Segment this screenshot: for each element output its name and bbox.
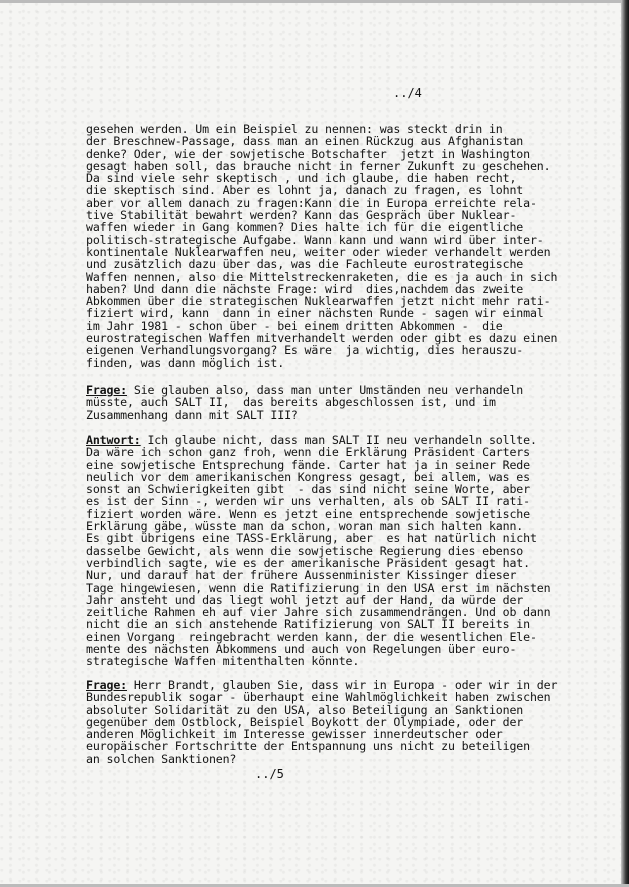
answer-1-label: Antwort: [86,433,141,447]
header-page-marker: ../4 [393,86,422,100]
footer-page-marker: ../5 [255,767,284,781]
paragraph-continuation: gesehen werden. Um ein Beispiel zu nennen: was steckt drin in der Breschnew-Passage, dass man an einen Rückzug aus Afghanistan denke? Oder, wie der sowjetische Botschafter jetzt in Washington gesagt haben soll, das brauche nicht in ferner Zukunft zu geschehen. Da sind viele sehr skeptisch , und ich glaube, die haben recht, die skeptisch sind. Aber es lohnt ja, danach zu fragen, es lohnt aber vor allem danach zu fragen:Kann die in Europa erreichte rela- tive Stabilität bewahrt werden? Kann das Gespräch über Nuklear- waffen wieder in Gang kommen? Dies halte ich für die eigentliche politisch-strategische Aufgabe. Wann kann und wann wird über inter- kontinentale Nuklearwaffen neu, weiter oder wieder verhandelt werden und zusätzlich dazu über das, was die Fachleute eurostrategische Waffen nennen, also die Mittelstreckenraketen, die es ja auch in sich haben? Und dann die nächste Frage: wird dies,nachdem das zweite Abkommen über die strategischen Nuklearwaffen jetzt nicht mehr rati- fiziert wird, kann dann in einer nächsten Runde - sagen wir einmal im Jahr 1981 - schon über - bei einem dritten Abkommen - die eurostrategischen Waffen mitverhandelt werden oder gibt es dazu einen eigenen Verhandlungsvorgang? Es wäre ja wichtig, dies herauszu- finden, was dann möglich ist. [86,122,558,370]
page-top-edge [0,0,629,3]
page-right-edge [621,0,629,887]
question-1-text: Sie glauben also, dass man unter Umständen neu verhandeln müsste, auch SALT II, das bereits abgeschlossen ist, und im Zusammenhang dann mit SALT III? [86,383,524,422]
answer-1 [86,434,550,668]
question-2 [86,679,557,765]
question-2-label: Frage: [86,678,127,692]
question-1 [86,384,523,421]
answer-1-text: Ich glaube nicht, dass man SALT II neu verhandeln sollte. Da wäre ich schon ganz froh, wenn die Erklärung Präsident Carters eine sowjetische Entsprechung fände. Carter hat ja in seiner Rede neulich vor dem amerikanischen Kongress gesagt, bei allem, was es sonst an Schwierigkeiten gibt - das sind nicht seine Worte, aber es ist der Sinn -, werden wir uns verhalten, als ob SALT II rati- fiziert worden wäre. Wenn es jetzt eine entsprechende sowjetische Erklärung gäbe, wüsste man da schon, woran man sich halten kann. Es gibt übrigens eine TASS-Erklärung, aber es hat natürlich nicht dasselbe Gewicht, als wenn die sowjetische Regierung dies ebenso verbindlich sagte, wie es der amerikanische Präsident gesagt hat. Nur, und darauf hat der frühere Aussenminister Kissinger dieser Tage hingewiesen, wenn die Ratifizierung in den USA erst im nächsten Jahr ansteht und das liegt wohl jetzt auf der Hand, da würde der zeitliche Rahmen eh auf vier Jahre sich zusammendrängen. Und ob dann nicht die an sich anstehende Ratifizierung von SALT II bereits in einen Vorgang reingebracht werden kann, der die wesentlichen Ele- mente des nächsten Abkommens und auch von Regelungen über euro- strategische Waffen mitenthalten könnte. [86,433,551,669]
question-2-text: Herr Brandt, glauben Sie, dass wir in Europa - oder wir in der Bundesrepublik sogar - überhaupt eine Wahlmöglichkeit haben zwischen absoluter Solidarität zu den USA, also Beteiligung an Sanktionen gegenüber dem Ostblock, Beispiel Boykott der Olympiade, oder der anderen Möglichkeit im Interesse gewisser innerdeutscher oder europäischer Fortschritte der Entspannung uns nicht zu beteiligen an solchen Sanktionen? [86,678,558,766]
question-1-label: Frage: [86,383,127,397]
